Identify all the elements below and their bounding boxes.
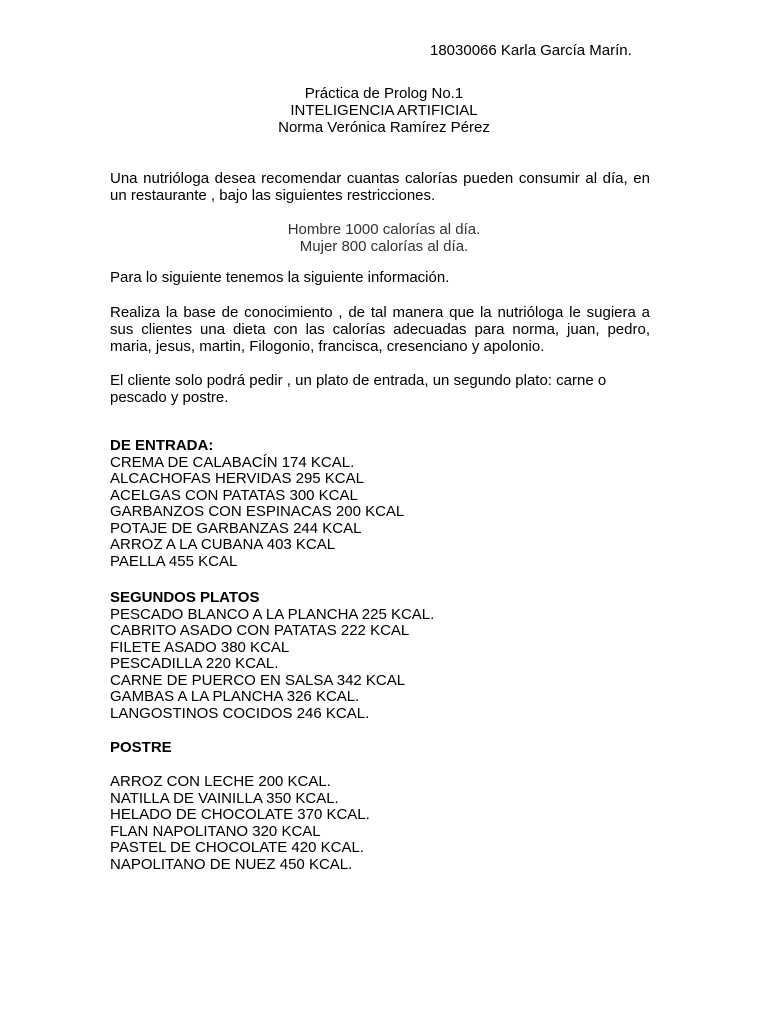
menu-item: CREMA DE CALABACÍN 174 KCAL. bbox=[110, 453, 355, 471]
menu-item: ALCACHOFAS HERVIDAS 295 KCAL bbox=[110, 470, 364, 487]
title-block bbox=[0, 85, 768, 136]
practice-title: Práctica de Prolog No.1 bbox=[304, 85, 464, 102]
menu-item: FILETE ASADO 380 KCAL bbox=[110, 638, 290, 656]
menu-segundos bbox=[110, 590, 670, 722]
menu-item: ARROZ CON LECHE 200 KCAL. bbox=[110, 773, 331, 790]
menu-item: PASTEL DE CHOCOLATE 420 KCAL. bbox=[110, 839, 364, 856]
menu-postre-heading bbox=[110, 740, 670, 757]
menu-item: GARBANZOS CON ESPINACAS 200 KCAL bbox=[110, 503, 405, 520]
menu-item: FLAN NAPOLITANO 320 KCAL bbox=[110, 822, 321, 840]
menu-item: ARROZ A LA CUBANA 403 KCAL bbox=[110, 536, 336, 553]
section-title-segundos: SEGUNDOS PLATOS bbox=[110, 589, 260, 606]
knowledge-base-paragraph: Realiza la base de conocimiento , de tal manera que la nutrióloga le sugiera a sus clientes una dieta con las calorías adecuadas para norma, juan, pedro, maria, jesus, martin, Filogonio, francisca, cresenciano y apolonio. bbox=[110, 304, 650, 355]
intro-paragraph: Una nutrióloga desea recomendar cuantas calorías pueden consumir al día, en un restaurante , bajo las siguientes restricciones. bbox=[110, 170, 650, 204]
menu-item: POTAJE DE GARBANZAS 244 KCAL bbox=[110, 519, 362, 537]
menu-item: PAELLA 455 KCAL bbox=[110, 552, 238, 570]
menu-item: LANGOSTINOS COCIDOS 246 KCAL. bbox=[110, 704, 370, 722]
teacher-name: Norma Verónica Ramírez Pérez bbox=[278, 119, 490, 136]
limit-women: Mujer 800 calorías al día. bbox=[299, 238, 469, 255]
menu-item: PESCADILLA 220 KCAL. bbox=[110, 655, 279, 672]
menu-item: NATILLA DE VAINILLA 350 KCAL. bbox=[110, 789, 339, 807]
menu-item: CABRITO ASADO CON PATATAS 222 KCAL bbox=[110, 622, 410, 639]
course-title: INTELIGENCIA ARTIFICIAL bbox=[290, 102, 478, 119]
menu-item: PESCADO BLANCO A LA PLANCHA 225 KCAL. bbox=[110, 605, 435, 623]
limit-men: Hombre 1000 calorías al día. bbox=[287, 221, 481, 238]
section-title-entrada: DE ENTRADA: bbox=[110, 437, 214, 454]
student-id-name: 18030066 Karla García Marín. bbox=[430, 42, 632, 59]
calorie-limits bbox=[0, 221, 768, 255]
menu-item: GAMBAS A LA PLANCHA 326 KCAL. bbox=[110, 688, 360, 705]
info-paragraph: Para lo siguiente tenemos la siguiente información. bbox=[110, 269, 450, 286]
client-paragraph: El cliente solo podrá pedir , un plato de entrada, un segundo plato: carne o pescado y postre. bbox=[110, 372, 607, 406]
menu-item: ACELGAS CON PATATAS 300 KCAL bbox=[110, 486, 358, 504]
section-title-postre: POSTRE bbox=[110, 739, 172, 756]
menu-item: HELADO DE CHOCOLATE 370 KCAL. bbox=[110, 806, 370, 823]
menu-postre bbox=[110, 774, 670, 873]
menu-item: CARNE DE PUERCO EN SALSA 342 KCAL bbox=[110, 671, 406, 689]
menu-entrada bbox=[110, 438, 670, 570]
menu-item: NAPOLITANO DE NUEZ 450 KCAL. bbox=[110, 855, 353, 873]
